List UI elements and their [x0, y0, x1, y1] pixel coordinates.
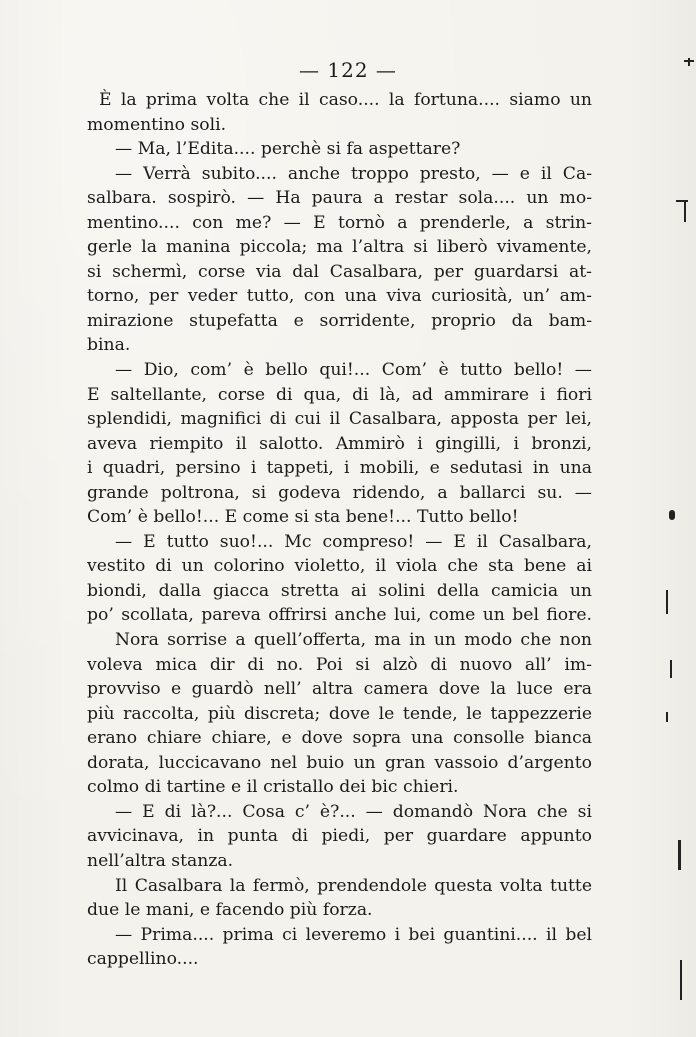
text-line: grande poltrona, si godeva ridendo, a ballarci su. — — [87, 482, 592, 503]
scan-mark — [684, 200, 686, 222]
text-line: — Ma, l’Edita.... perchè si fa aspettare? — [115, 139, 461, 160]
scan-mark — [678, 840, 681, 870]
text-line: provviso e guardò nell’ altra camera dove la luce era — [87, 679, 592, 700]
text-line: bina. — [87, 335, 131, 356]
text-line: po’ scollata, pareva offrirsi anche lui, come un bel fiore. — [87, 605, 592, 626]
text-line: — Dio, com’ è bello qui!... Com’ è tutto bello! — — [115, 360, 592, 381]
text-line: dorata, luccicavano nel buio un gran vassoio d’argento — [87, 752, 592, 773]
scan-mark — [666, 712, 668, 722]
scan-mark — [688, 58, 690, 66]
text-line: mirazione stupefatta e sorridente, proprio da bam- — [87, 310, 592, 331]
scan-mark — [680, 960, 682, 1000]
text-line: erano chiare chiare, e dove sopra una consolle bianca — [87, 728, 592, 749]
text-line: cappellino.... — [87, 949, 199, 970]
page-text — [87, 88, 592, 972]
text-line: Il Casalbara la fermò, prendendole questa volta tutte — [115, 875, 592, 896]
text-line: si schermì, corse via dal Casalbara, per guardarsi at- — [87, 261, 592, 282]
scan-mark — [669, 510, 675, 520]
text-line: i quadri, persino i tappeti, i mobili, e sedutasi in una — [87, 458, 592, 479]
text-line: È la prima volta che il caso.... la fortuna.... siamo un — [99, 90, 592, 110]
text-line: — E di là?... Cosa c’ è?... — domandò Nora che si — [115, 801, 592, 822]
text-line: aveva riempito il salotto. Ammirò i gingilli, i bronzi, — [87, 433, 592, 454]
scan-mark — [666, 590, 668, 614]
text-line: momentino soli. — [87, 114, 227, 135]
text-line: nell’altra stanza. — [87, 850, 234, 871]
scan-mark — [670, 660, 672, 678]
text-line: gerle la manina piccola; ma l’altra si liberò vivamente, — [87, 237, 592, 258]
text-line: vestito di un colorino violetto, il viola che sta bene ai — [87, 556, 592, 577]
scan-mark — [676, 200, 688, 202]
text-line: E saltellante, corse di qua, di là, ad ammirare i fiori — [87, 384, 592, 405]
text-line: biondi, dalla giacca stretta ai solini della camicia un — [87, 580, 592, 601]
text-line: — Verrà subito.... anche troppo presto, — e il Ca- — [115, 163, 592, 184]
text-line: Nora sorrise a quell’offerta, ma in un modo che non — [115, 630, 592, 651]
text-line: avvicinava, in punta di piedi, per guardare appunto — [87, 826, 592, 847]
text-line: colmo di tartine e il cristallo dei bic chieri. — [87, 777, 459, 798]
text-line: voleva mica dir di no. Poi si alzò di nuovo all’ im- — [87, 654, 592, 675]
text-line: — E tutto suo!... Mc compreso! — E il Casalbara, — [115, 531, 592, 552]
page-number: — 122 — — [299, 58, 397, 82]
text-line: — Prima.... prima ci leveremo i bei guantini.... il bel — [115, 924, 592, 945]
text-line: Com’ è bello!... E come si sta bene!... Tutto bello! — [87, 507, 519, 528]
text-line: torno, per veder tutto, con una viva curiosità, un’ am- — [87, 286, 592, 307]
text-line: due le mani, e facendo più forza. — [87, 900, 373, 921]
text-line: più raccolta, più discreta; dove le tende, le tappezzerie — [87, 703, 592, 724]
text-line: salbara. sospirò. — Ha paura a restar sola.... un mo- — [87, 188, 592, 209]
text-line: splendidi, magnifici di cui il Casalbara, apposta per lei, — [87, 409, 592, 430]
text-line: mentino.... con me? — E tornò a prenderle, a strin- — [87, 212, 592, 233]
